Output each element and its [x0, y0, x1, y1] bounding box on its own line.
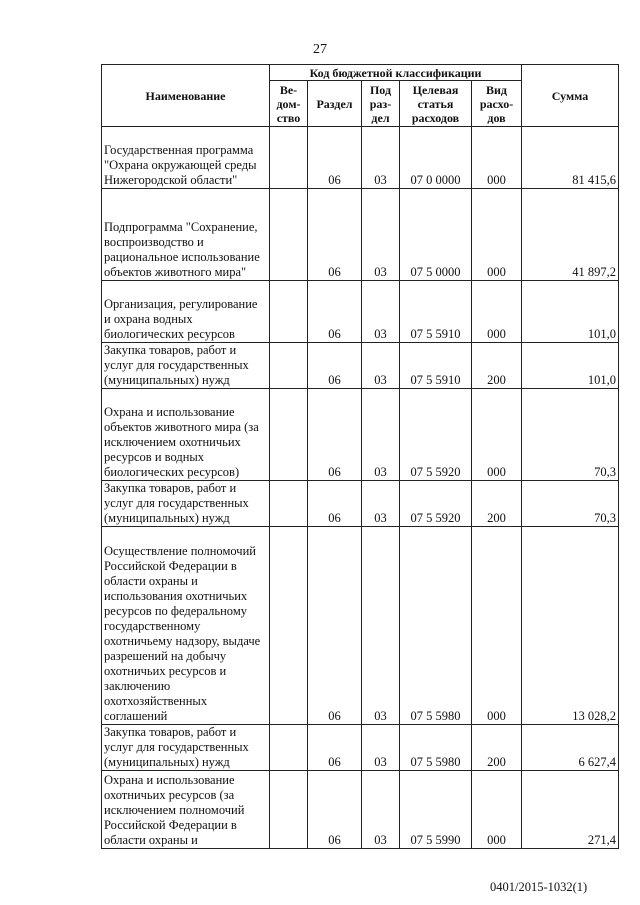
row-podrazdel: 03	[362, 527, 400, 725]
row-podrazdel: 03	[362, 281, 400, 343]
budget-table	[101, 64, 619, 849]
row-name: Закупка товаров, работ и услуг для государственных (муниципальных) нужд	[102, 725, 270, 771]
row-name: Закупка товаров, работ и услуг для государственных (муниципальных) нужд	[102, 481, 270, 527]
header-vedomstvo: Ве- дом- ство	[270, 81, 308, 127]
row-vedomstvo	[270, 481, 308, 527]
table-row	[102, 771, 619, 849]
row-vid: 200	[472, 343, 522, 389]
row-vid: 000	[472, 189, 522, 281]
row-statya: 07 5 5990	[400, 771, 472, 849]
document-code: 0401/2015-1032(1)	[490, 880, 588, 894]
row-vedomstvo	[270, 189, 308, 281]
row-podrazdel: 03	[362, 343, 400, 389]
row-vid: 000	[472, 389, 522, 481]
row-summa: 6 627,4	[522, 725, 619, 771]
table-row	[102, 127, 619, 189]
header-summa: Сумма	[522, 65, 619, 127]
row-summa: 13 028,2	[522, 527, 619, 725]
row-statya: 07 0 0000	[400, 127, 472, 189]
row-vid: 000	[472, 281, 522, 343]
row-statya: 07 5 5910	[400, 343, 472, 389]
row-summa: 81 415,6	[522, 127, 619, 189]
row-name: Организация, регулирование и охрана водных биологических ресурсов	[102, 281, 270, 343]
row-name: Охрана и использование охотничьих ресурсов (за исключением полномочий Российской Федерации в области охраны и	[102, 771, 270, 849]
row-vid: 200	[472, 481, 522, 527]
row-summa: 70,3	[522, 389, 619, 481]
table-row	[102, 527, 619, 725]
table-row	[102, 281, 619, 343]
row-summa: 101,0	[522, 281, 619, 343]
row-name: Государственная программа "Охрана окружающей среды Нижегородской области"	[102, 127, 270, 189]
row-statya: 07 5 5920	[400, 481, 472, 527]
row-name: Подпрограмма "Сохранение, воспроизводство и рациональное использование объектов животного мира"	[102, 189, 270, 281]
row-podrazdel: 03	[362, 725, 400, 771]
row-vid: 200	[472, 725, 522, 771]
row-razdel: 06	[308, 771, 362, 849]
row-vedomstvo	[270, 343, 308, 389]
table-row	[102, 389, 619, 481]
row-vid: 000	[472, 127, 522, 189]
row-vedomstvo	[270, 127, 308, 189]
header-name: Наименование	[102, 65, 270, 127]
row-razdel: 06	[308, 281, 362, 343]
row-razdel: 06	[308, 343, 362, 389]
row-statya: 07 5 5980	[400, 527, 472, 725]
row-vid: 000	[472, 527, 522, 725]
row-razdel: 06	[308, 389, 362, 481]
row-name: Охрана и использование объектов животного мира (за исключением охотничьих ресурсов и водных биологических ресурсов)	[102, 389, 270, 481]
row-statya: 07 5 5910	[400, 281, 472, 343]
row-summa: 70,3	[522, 481, 619, 527]
table-row	[102, 725, 619, 771]
row-vedomstvo	[270, 527, 308, 725]
row-summa: 271,4	[522, 771, 619, 849]
header-vid: Вид расхо- дов	[472, 81, 522, 127]
row-vedomstvo	[270, 389, 308, 481]
row-vedomstvo	[270, 725, 308, 771]
row-name: Закупка товаров, работ и услуг для государственных (муниципальных) нужд	[102, 343, 270, 389]
row-statya: 07 5 5920	[400, 389, 472, 481]
table-row	[102, 481, 619, 527]
row-summa: 101,0	[522, 343, 619, 389]
row-razdel: 06	[308, 725, 362, 771]
row-name: Осуществление полномочий Российской Федерации в области охраны и использования охотничьих ресурсов по федеральному государственному охотничьему надзору, выдаче разрешений на добычу охотничьих ресурсов и заключению охотхозяйственных соглашений	[102, 527, 270, 725]
row-podrazdel: 03	[362, 389, 400, 481]
table-row	[102, 189, 619, 281]
row-podrazdel: 03	[362, 771, 400, 849]
row-statya: 07 5 0000	[400, 189, 472, 281]
header-razdel: Раздел	[308, 81, 362, 127]
page-number: 27	[313, 42, 327, 57]
header-code-group: Код бюджетной классификации	[270, 65, 522, 81]
row-razdel: 06	[308, 127, 362, 189]
row-razdel: 06	[308, 481, 362, 527]
table-row	[102, 343, 619, 389]
row-vedomstvo	[270, 281, 308, 343]
row-razdel: 06	[308, 189, 362, 281]
row-podrazdel: 03	[362, 189, 400, 281]
header-podrazdel: Под раз- дел	[362, 81, 400, 127]
row-podrazdel: 03	[362, 127, 400, 189]
header-statya: Целевая статья расходов	[400, 81, 472, 127]
row-podrazdel: 03	[362, 481, 400, 527]
row-summa: 41 897,2	[522, 189, 619, 281]
row-vid: 000	[472, 771, 522, 849]
row-statya: 07 5 5980	[400, 725, 472, 771]
row-razdel: 06	[308, 527, 362, 725]
row-vedomstvo	[270, 771, 308, 849]
